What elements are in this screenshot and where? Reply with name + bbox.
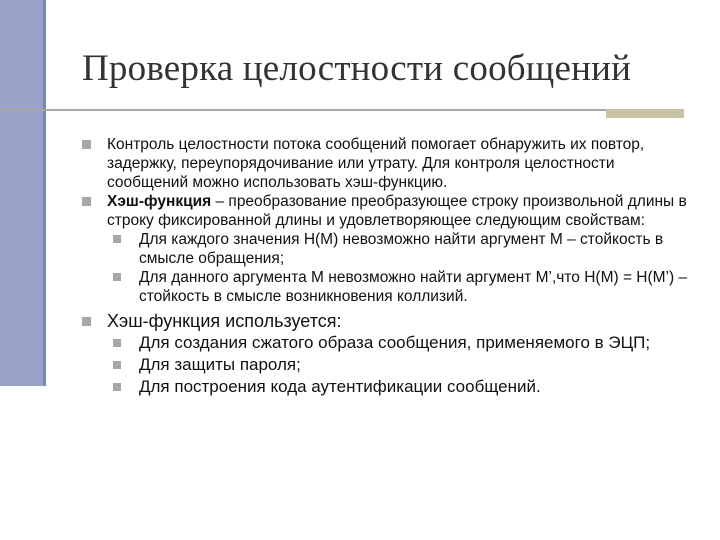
sub-bullet-text: Для построения кода аутентификации сообщений.: [139, 377, 541, 396]
square-bullet-icon: [113, 361, 121, 369]
square-bullet-icon: [82, 197, 91, 206]
square-bullet-icon: [113, 235, 121, 243]
sub-bullet-preimage-resistance: [113, 230, 692, 268]
bullet-integrity-control: [82, 135, 692, 192]
square-bullet-icon: [113, 339, 121, 347]
slide-title: Проверка целостности сообщений: [82, 48, 632, 89]
bullet-text: Контроль целостности потока сообщений помогает обнаружить их повтор, задержку, переупорядочивание или утрату. Для контроля целостности сообщений можно использовать хэш-функцию.: [107, 136, 645, 191]
square-bullet-icon: [82, 317, 91, 326]
bullet-hash-usage: [82, 310, 692, 332]
sub-bullet-collision-resistance: [113, 268, 692, 306]
sub-bullet-text: Для создания сжатого образа сообщения, применяемого в ЭЦП;: [139, 333, 651, 352]
square-bullet-icon: [113, 273, 121, 281]
square-bullet-icon: [113, 383, 121, 391]
bullet-text: – преобразование преобразующее строку произвольной длины в строку фиксированной длины и удовлетворяющее следующим свойствам:: [107, 193, 687, 229]
sub-bullet-digital-signature: [113, 332, 692, 354]
decorative-side-bar: [0, 0, 46, 386]
sub-bullet-password-protection: [113, 354, 692, 376]
sub-bullet-text: Для каждого значения H(M) невозможно найти аргумент М – стойкость в смысле обращения;: [139, 231, 664, 267]
bullet-text: Хэш-функция используется:: [107, 311, 342, 331]
bullet-hash-function-definition: [82, 192, 692, 230]
slide-content: [82, 135, 692, 398]
sub-bullet-mac: [113, 376, 692, 398]
divider-accent: [606, 109, 684, 118]
sub-bullet-text: Для защиты пароля;: [139, 355, 301, 374]
bullet-term: Хэш-функция: [107, 193, 212, 210]
sub-bullet-text: Для данного аргумента М невозможно найти аргумент М’,что H(M) = H(M’) – стойкость в смысле возникновения коллизий.: [139, 269, 688, 305]
square-bullet-icon: [82, 140, 91, 149]
title-divider: [0, 109, 606, 111]
